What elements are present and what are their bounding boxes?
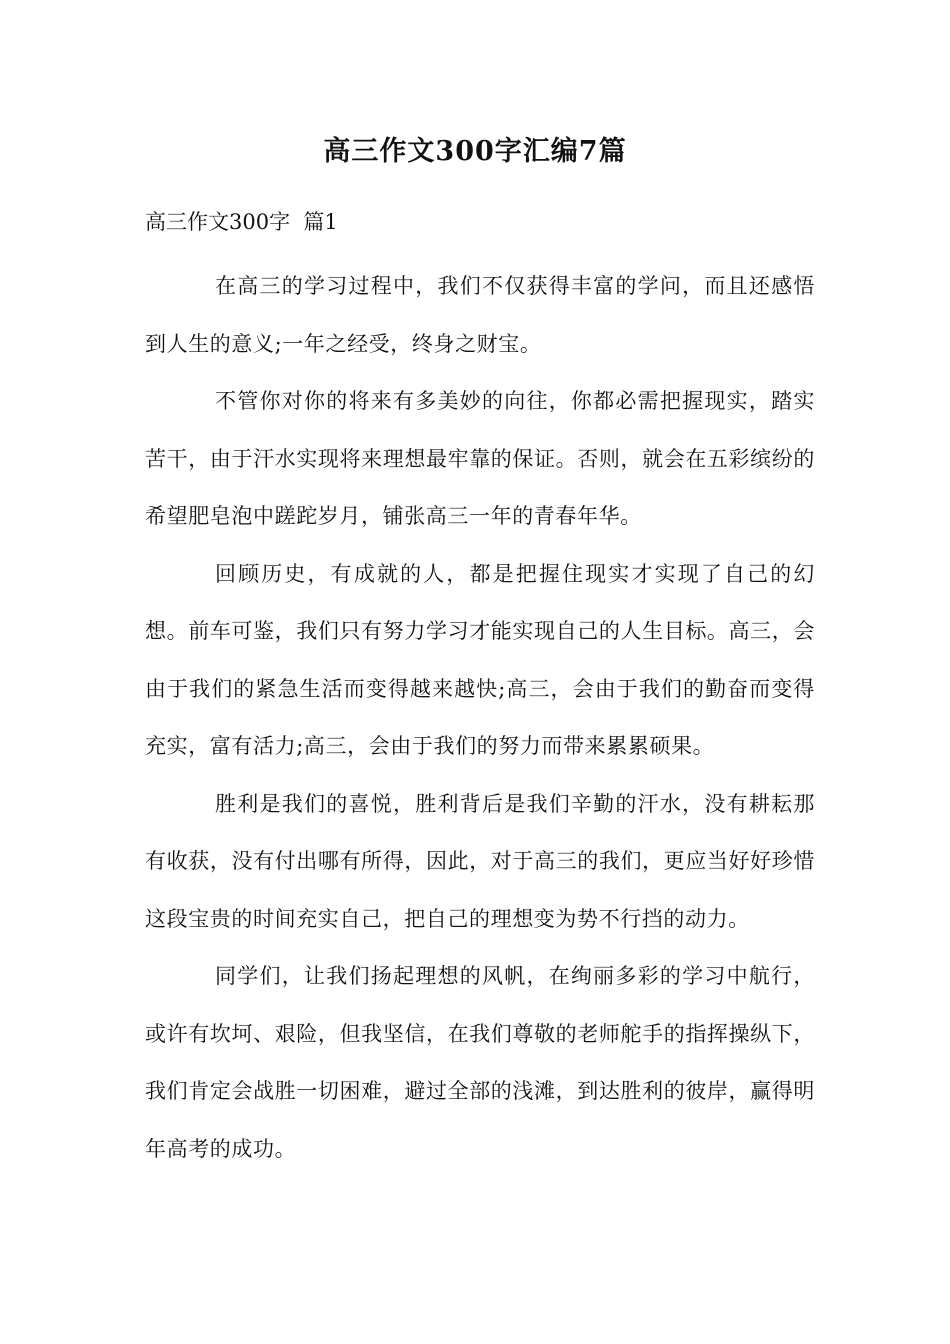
paragraph: 不管你对你的将来有多美妙的向往，你都必需把握现实，踏实苦干，由于汗水实现将来理想最牢靠的保证。否则，就会在五彩缤纷的希望肥皂泡中蹉跎岁月，铺张高三一年的青春年华。 — [145, 389, 815, 528]
section-heading: 高三作文300字 篇1 — [145, 210, 338, 234]
essay-body — [145, 258, 815, 1178]
document-title: 高三作文300字汇编7篇 — [323, 136, 627, 167]
paragraph: 胜利是我们的喜悦，胜利背后是我们辛勤的汗水，没有耕耘那有收获，没有付出哪有所得，因此，对于高三的我们，更应当好好珍惜这段宝贵的时间充实自己，把自己的理想变为势不行挡的动力。 — [145, 791, 815, 931]
paragraph: 回顾历史，有成就的人，都是把握住现实才实现了自己的幻想。前车可鉴，我们只有努力学习才能实现自己的人生目标。高三，会由于我们的紧急生活而变得越来越快;高三，会由于我们的勤奋而变得充实，富有活力;高三，会由于我们的努力而带来累累硕果。 — [145, 561, 815, 758]
paragraph: 同学们，让我们扬起理想的风帆，在绚丽多彩的学习中航行，或许有坎坷、艰险，但我坚信，在我们尊敬的老师舵手的指挥操纵下，我们肯定会战胜一切困难，避过全部的浅滩，到达胜利的彼岸，赢得明年高考的成功。 — [145, 964, 815, 1161]
paragraph: 在高三的学习过程中，我们不仅获得丰富的学问，而且还感悟到人生的意义;一年之经受，终身之财宝。 — [145, 274, 815, 356]
